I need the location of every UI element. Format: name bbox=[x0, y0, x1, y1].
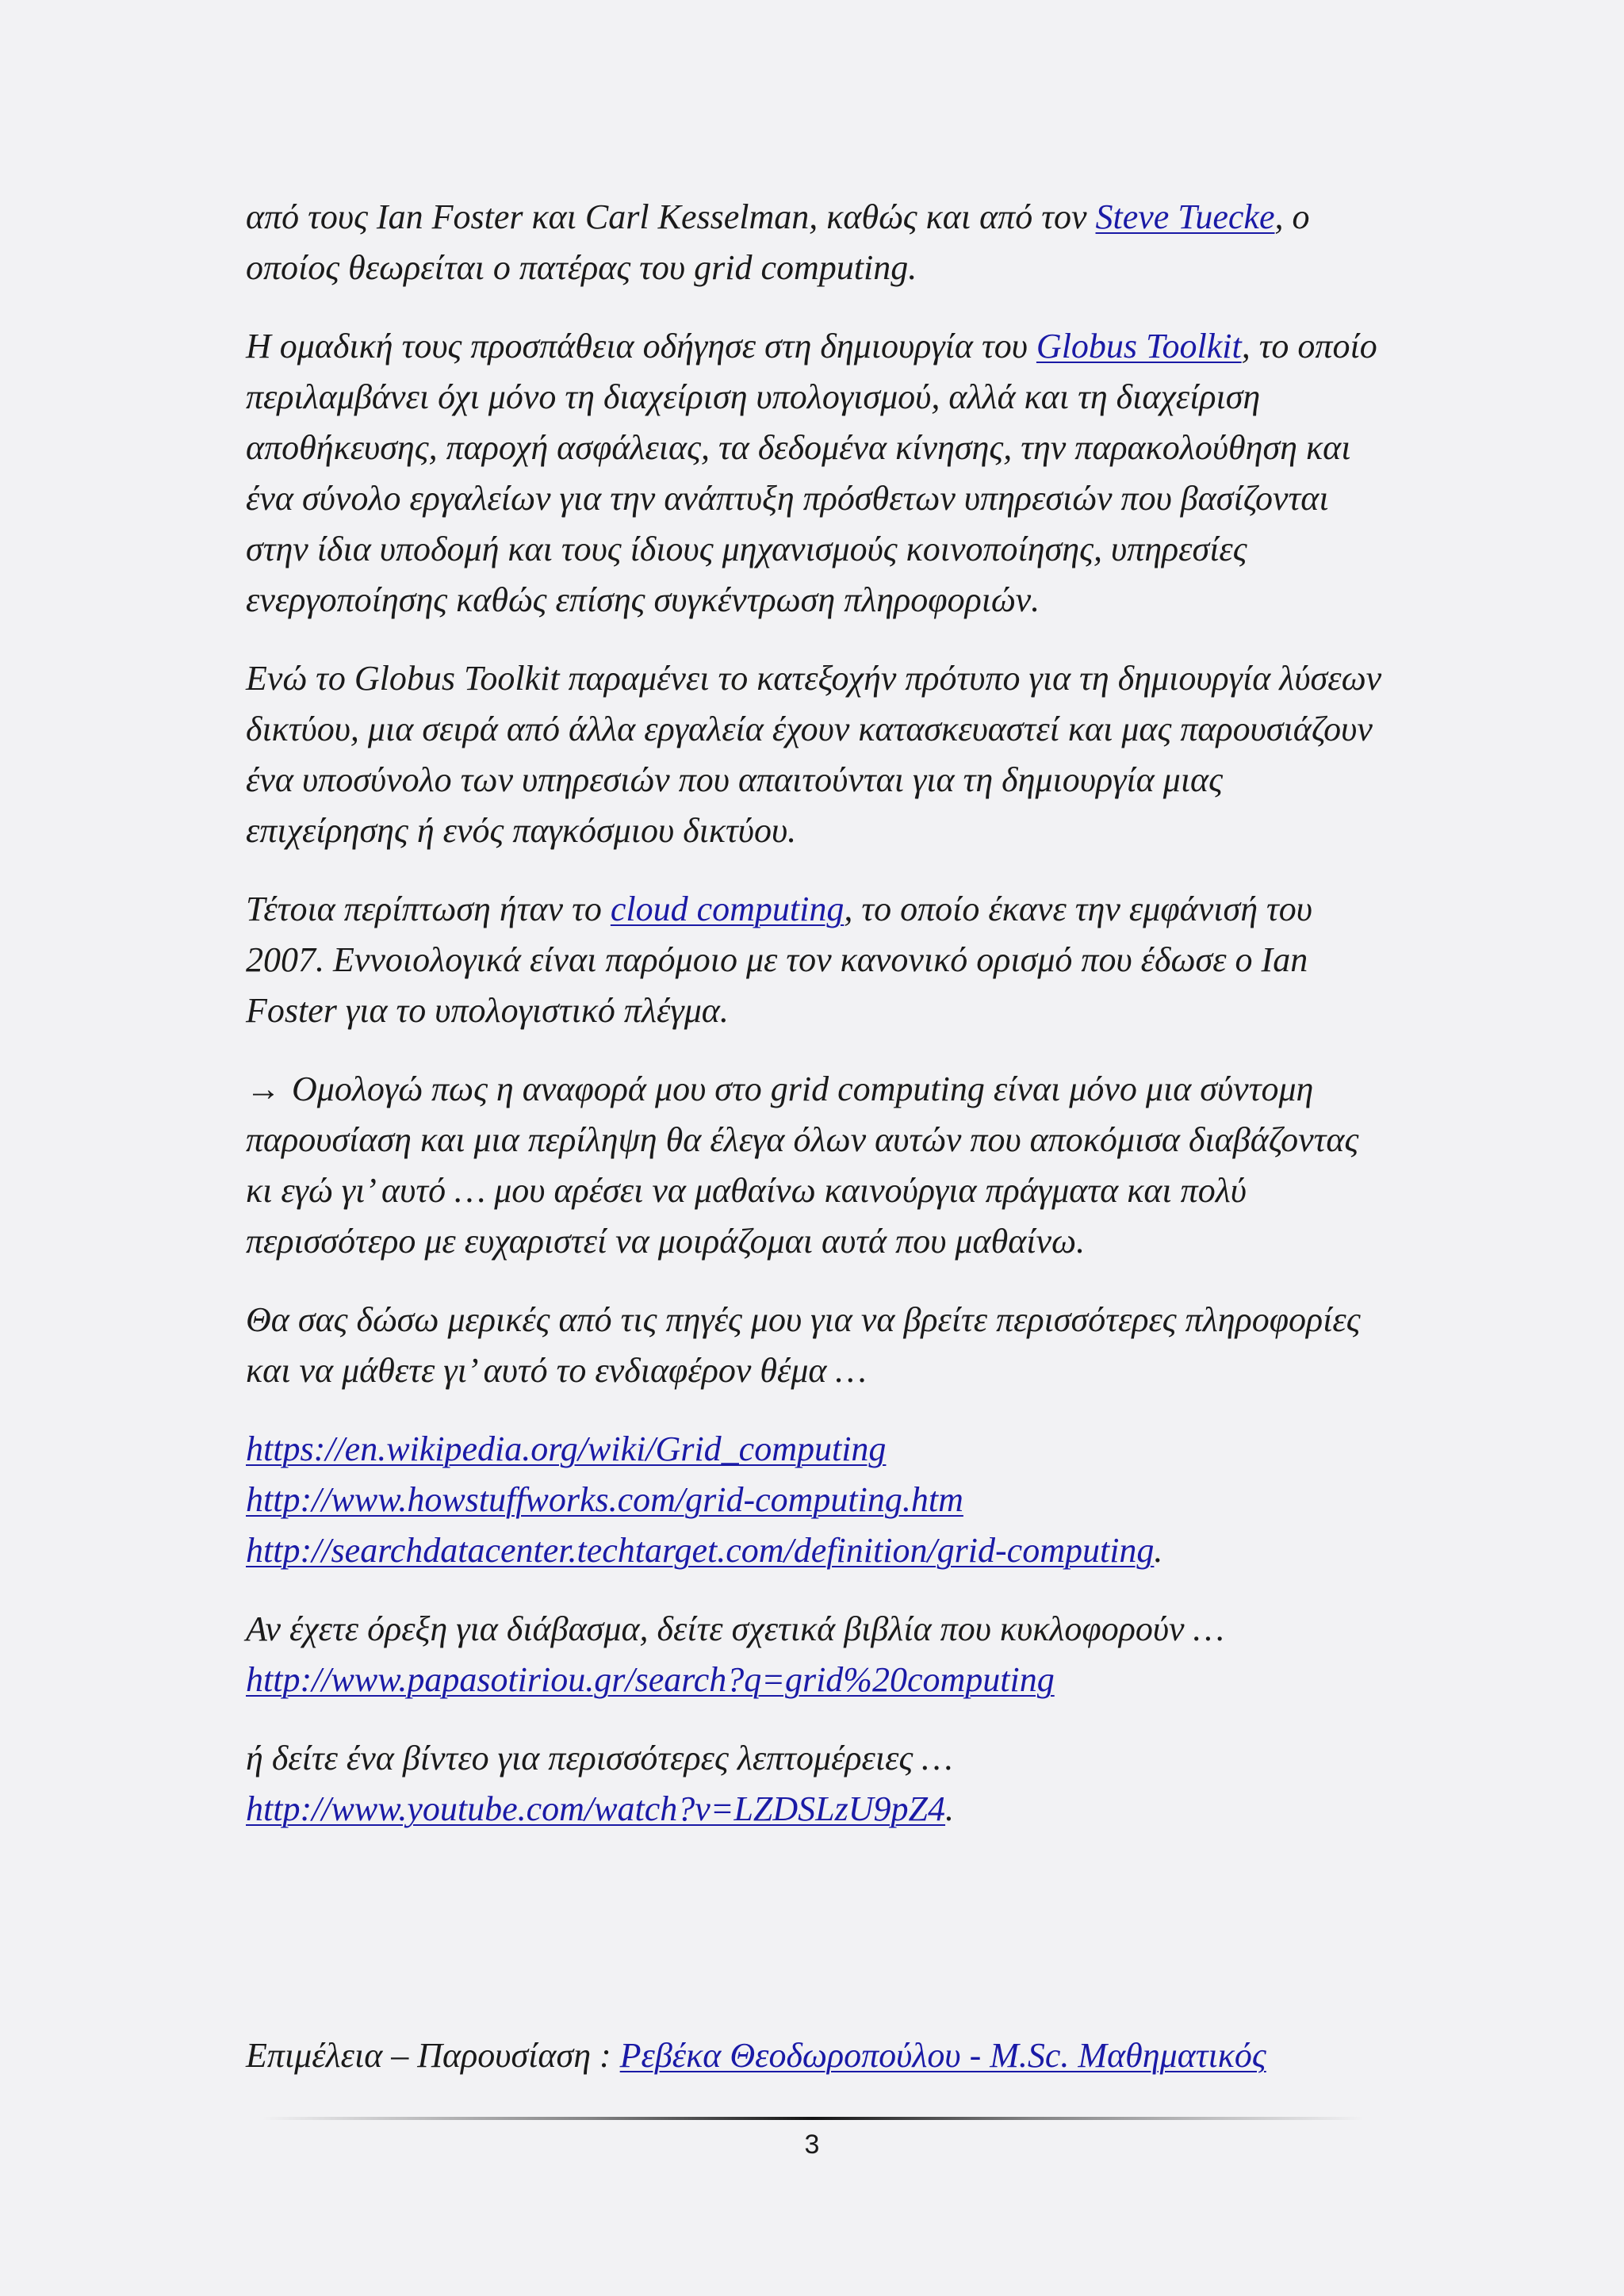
paragraph-globus-text-end: , το οποίο περιλαμβάνει όχι μόνο τη διαχείριση υπολογισμού, αλλά και τη διαχείριση αποθήκευσης, παροχή ασφάλειας, τα δεδομένα κίνησης, την παρακολούθηση και ένα σύνολο εργαλείων για την ανάπτυξη πρόσθετων υπηρεσιών που βασίζονται στην ίδια υποδομή και τους ίδιους μηχανισμούς κοινοποίησης, υπηρεσίες ενεργοποίησης καθώς επίσης συγκέντρωση πληροφοριών. bbox=[246, 327, 1377, 619]
link-wikipedia[interactable]: https://en.wikipedia.org/wiki/Grid_computing bbox=[246, 1429, 887, 1468]
paragraph-video-text: ή δείτε ένα βίντεο για περισσότερες λεπτομέρειες … bbox=[246, 1739, 953, 1777]
paragraph-sources-intro: Θα σας δώσω μερικές από τις πηγές μου για να βρείτε περισσότερες πληροφορίες και να μάθετε γι’ αυτό το ενδιαφέρον θέμα … bbox=[246, 1300, 1361, 1390]
link-youtube[interactable]: http://www.youtube.com/watch?v=LZDSLzU9pZ4 bbox=[246, 1789, 946, 1828]
source-links-period: . bbox=[1154, 1531, 1163, 1570]
link-techtarget[interactable]: http://searchdatacenter.techtarget.com/definition/grid-computing bbox=[246, 1531, 1155, 1570]
link-author[interactable]: Ρεβέκα Θεοδωροπούλου - M.Sc. Μαθηματικός bbox=[619, 2036, 1266, 2075]
paragraph-confession-text: Ομολογώ πως η αναφορά μου στο grid computing είναι μόνο μια σύντομη παρουσίαση και μια περίληψη θα έλεγα όλων αυτών που αποκόμισα διαβάζοντας κι εγώ γι’ αυτό … μου αρέσει να μαθαίνω καινούργια πράγματα και πολύ περισσότερο με ευχαριστεί να μοιράζομαι αυτά που μαθαίνω. bbox=[246, 1070, 1359, 1261]
paragraph-authors-text: από τους Ian Foster και Carl Kesselman, καθώς και από τον bbox=[246, 197, 1096, 236]
source-links bbox=[246, 1424, 1388, 1576]
paragraph-globus-text: Η ομαδική τους προσπάθεια οδήγησε στη δημιουργία του bbox=[246, 327, 1036, 365]
paragraph-video bbox=[246, 1733, 1388, 1835]
paragraph-confession bbox=[246, 1064, 1388, 1267]
paragraph-cloud-text: Τέτοια περίπτωση ήταν το bbox=[246, 890, 611, 928]
link-steve-tuecke[interactable]: Steve Tuecke bbox=[1095, 197, 1275, 236]
link-howstuffworks[interactable]: http://www.howstuffworks.com/grid-computing.htm bbox=[246, 1480, 963, 1519]
link-globus-toolkit[interactable]: Globus Toolkit bbox=[1036, 327, 1242, 365]
paragraph-globus bbox=[246, 321, 1388, 626]
page-number: 3 bbox=[804, 2130, 820, 2160]
credit-line bbox=[246, 2030, 1266, 2081]
paragraph-books-text: Αν έχετε όρεξη για διάβασμα, δείτε σχετικά βιβλία που κυκλοφορούν … bbox=[246, 1609, 1224, 1648]
credit-label: Επιμέλεια – Παρουσίαση : bbox=[246, 2036, 620, 2075]
paragraph-authors-text-end: , ο οποίος θεωρείται ο πατέρας του grid computing. bbox=[246, 197, 1310, 287]
paragraph-cloud-text-end: , το οποίο έκανε την εμφάνισή του 2007. Εννοιολογικά είναι παρόμοιο με τον κανονικό ορισμό που έδωσε ο Ian Foster για το υπολογιστικό πλέγμα. bbox=[246, 890, 1312, 1030]
paragraph-authors bbox=[246, 192, 1388, 293]
footer-divider bbox=[262, 2117, 1364, 2120]
paragraph-tools: Ενώ το Globus Toolkit παραμένει το κατεξοχήν πρότυπο για τη δημιουργία λύσεων δικτύου, μια σειρά από άλλα εργαλεία έχουν κατασκευαστεί και μας παρουσιάζουν ένα υποσύνολο των υπηρεσιών που απαιτούνται για τη δημιουργία μιας επιχείρησης ή ενός παγκόσμιου δικτύου. bbox=[246, 659, 1382, 850]
paragraph-cloud bbox=[246, 884, 1388, 1036]
document-body bbox=[246, 192, 1388, 1862]
paragraph-books bbox=[246, 1604, 1388, 1705]
paragraph-video-period: . bbox=[945, 1789, 955, 1828]
link-cloud-computing[interactable]: cloud computing bbox=[610, 890, 845, 928]
link-papasotiriou[interactable]: http://www.papasotiriou.gr/search?q=grid%20computing bbox=[246, 1660, 1055, 1699]
arrow-icon: → bbox=[246, 1070, 281, 1108]
